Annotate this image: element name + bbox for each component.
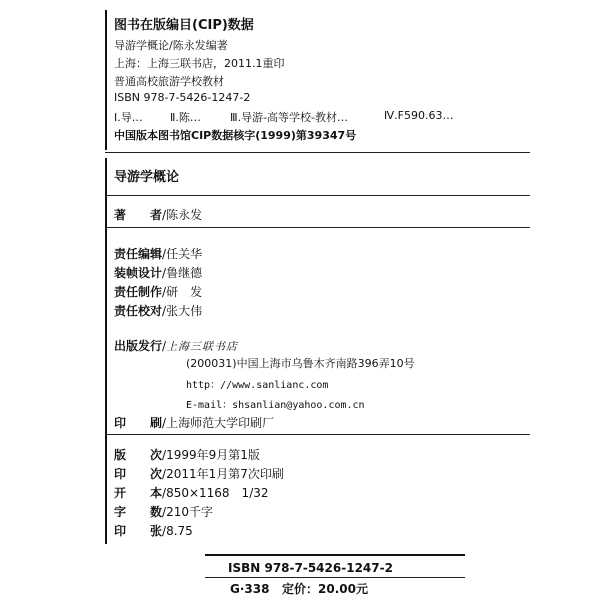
spec-wordcount-value: 210千字 <box>166 505 213 519</box>
spec-impression <box>114 463 284 482</box>
publisher-sep: / <box>162 339 167 353</box>
credit-production <box>114 281 202 300</box>
credit-proofread-value: 张大伟 <box>166 304 203 318</box>
printer-row <box>114 412 274 431</box>
printer-label: 印 刷 <box>114 416 163 430</box>
spec-edition-value: 1999年9月第1版 <box>166 448 260 462</box>
spec-impression-value: 2011年1月第7次印刷 <box>166 467 284 481</box>
credit-author-value: 陈永发 <box>166 208 203 222</box>
spec-sheets-sep: / <box>162 524 167 538</box>
cip-classification-3: Ⅲ.导游-高等学校-教材… <box>230 111 349 124</box>
spec-impression-sep: / <box>162 467 167 481</box>
spec-format-label: 开 本 <box>114 486 163 500</box>
cip-title: 图书在版编目(CIP)数据 <box>114 18 254 33</box>
credit-production-sep: / <box>162 285 167 299</box>
cip-line-1: 导游学概论/陈永发编著 <box>114 39 228 52</box>
cip-verify-number: 中国版本图书馆CIP数据核字(1999)第39347号 <box>114 129 357 142</box>
spec-edition-label: 版 次 <box>114 448 163 462</box>
book-title: 导游学概论 <box>114 170 180 185</box>
cip-line-4: ISBN 978-7-5426-1247-2 <box>114 91 251 104</box>
credit-editor-value: 任关华 <box>166 247 203 261</box>
credit-editor <box>114 243 202 262</box>
cip-classification-1: Ⅰ.导… <box>114 111 143 124</box>
spec-sheets-value: 8.75 <box>166 524 193 538</box>
divider-footer-top <box>205 554 465 556</box>
footer-price: 20.00元 <box>318 582 368 596</box>
credit-designer-sep: / <box>162 266 167 280</box>
left-bar-top <box>105 10 107 150</box>
credit-proofread-label: 责任校对 <box>114 304 163 318</box>
spec-format <box>114 482 269 501</box>
divider-cip <box>105 152 530 153</box>
footer-isbn: ISBN 978-7-5426-1247-2 <box>228 561 393 575</box>
credit-proofread <box>114 300 202 319</box>
footer-code: G·338 <box>230 582 270 596</box>
publisher-name: 上海三联书店 <box>166 340 239 353</box>
cip-line-3: 普通高校旅游学校教材 <box>114 75 224 88</box>
credit-author <box>114 204 202 223</box>
credit-designer-label: 装帧设计 <box>114 266 163 280</box>
credit-production-value: 研 发 <box>166 285 203 299</box>
spec-edition-sep: / <box>162 448 167 462</box>
spec-edition <box>114 444 260 463</box>
cip-classification-4: Ⅳ.F590.63… <box>384 109 454 122</box>
divider-title <box>105 195 530 196</box>
publisher-website: http：//www.sanlianc.com <box>186 380 329 391</box>
credit-author-label: 著 者 <box>114 208 163 222</box>
credit-author-sep: / <box>162 208 167 222</box>
spec-format-sep: / <box>162 486 167 500</box>
spec-wordcount <box>114 501 213 520</box>
publisher-address: (200031)中国上海市乌鲁木齐南路396弄10号 <box>186 357 415 370</box>
left-bar-main <box>105 158 107 544</box>
credit-proofread-sep: / <box>162 304 167 318</box>
footer-price-row <box>230 580 368 597</box>
credit-production-label: 责任制作 <box>114 285 163 299</box>
spec-wordcount-sep: / <box>162 505 167 519</box>
spec-sheets <box>114 520 193 539</box>
cip-classification-2: Ⅱ.陈… <box>170 111 201 124</box>
divider-author <box>105 227 530 228</box>
footer-price-label: 定价： <box>282 582 319 596</box>
publisher-row <box>114 335 238 354</box>
publisher-label: 出版发行 <box>114 339 163 353</box>
credit-editor-sep: / <box>162 247 167 261</box>
printer-sep: / <box>162 416 167 430</box>
spec-sheets-label: 印 张 <box>114 524 163 538</box>
spec-wordcount-label: 字 数 <box>114 505 163 519</box>
spec-impression-label: 印 次 <box>114 467 163 481</box>
divider-footer-mid <box>205 577 465 578</box>
printer-value: 上海师范大学印刷厂 <box>166 416 275 430</box>
publisher-email: E-mail：shsanlian@yahoo.com.cn <box>186 400 365 411</box>
credit-designer-value: 鲁继德 <box>166 266 203 280</box>
credit-editor-label: 责任编辑 <box>114 247 163 261</box>
credit-designer <box>114 262 202 281</box>
spec-format-value: 850×1168 1/32 <box>166 486 269 500</box>
cip-line-2: 上海：上海三联书店，2011.1重印 <box>114 57 285 70</box>
divider-printer <box>105 434 530 435</box>
